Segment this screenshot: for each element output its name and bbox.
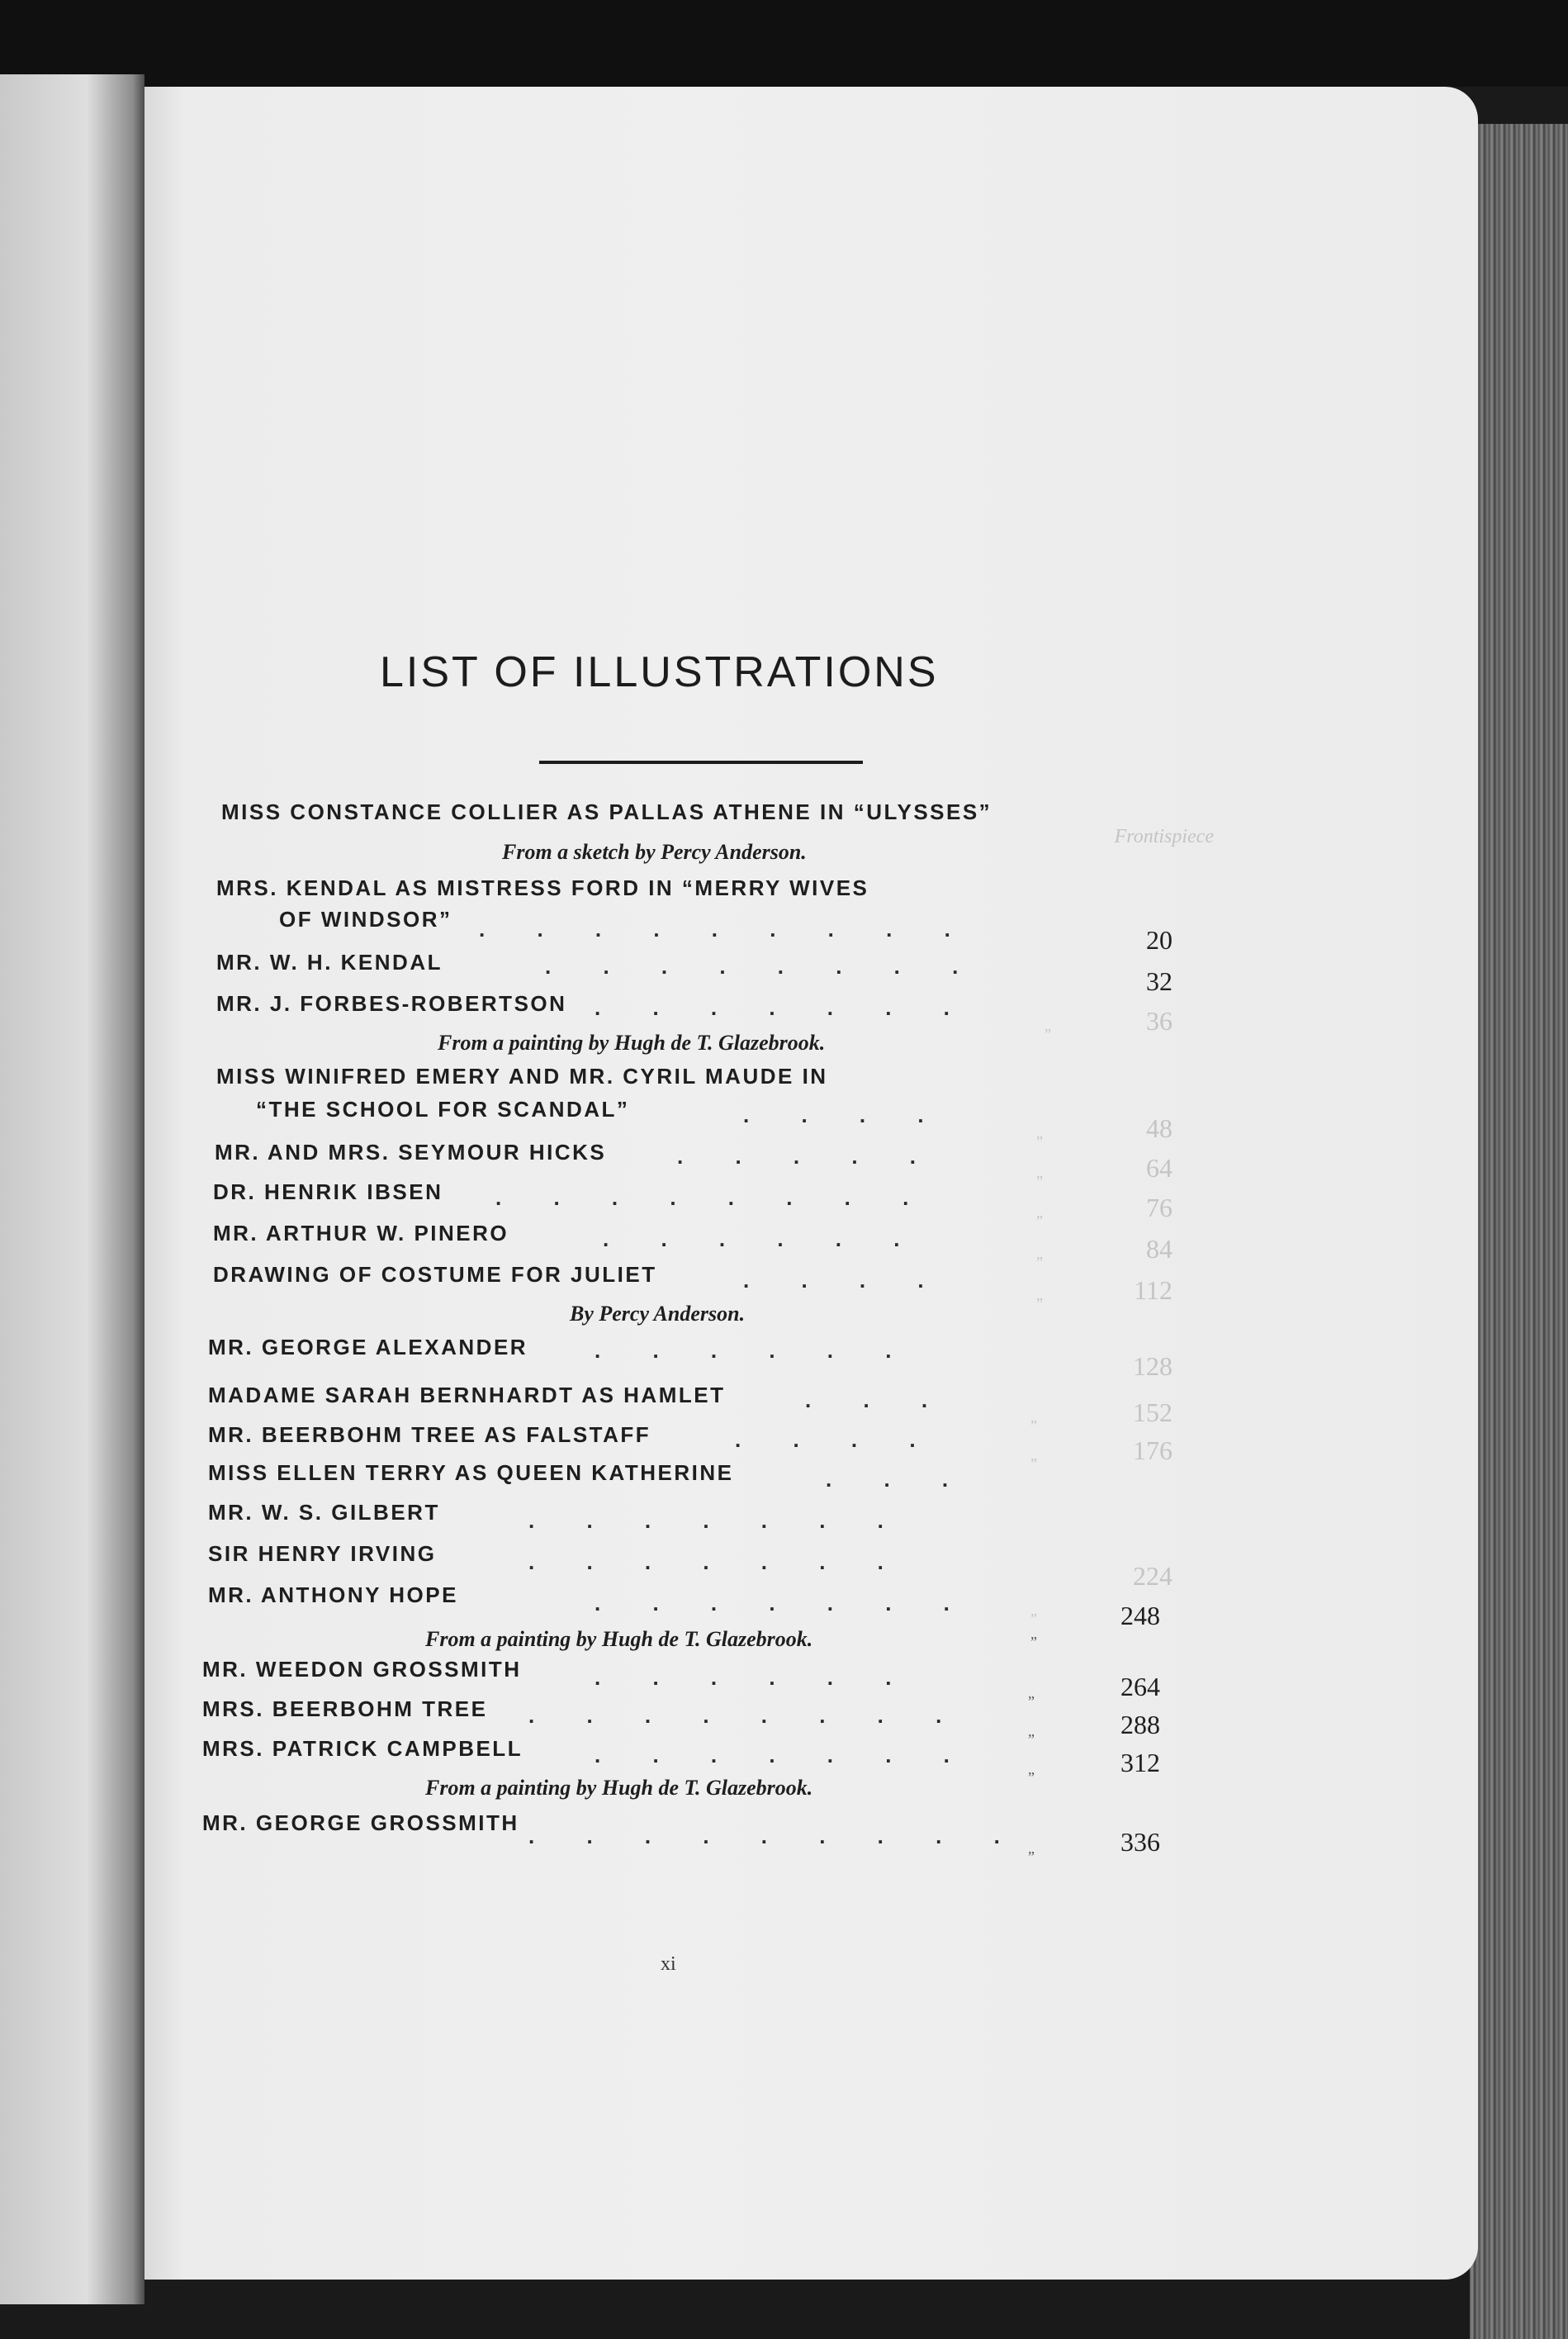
leader-dots: . . . . . [677, 1144, 940, 1169]
leader-dots: . . . . . . . [595, 1743, 973, 1767]
scan-background [0, 0, 1568, 87]
entry-page: 152 [1133, 1397, 1172, 1427]
ditto-mark: „ [1036, 1165, 1043, 1181]
entry-page: 20 [1146, 925, 1172, 955]
entry-title-continued: “THE SCHOOL FOR SCANDAL” [256, 1097, 630, 1122]
entry-title: MISS WINIFRED EMERY AND MR. CYRIL MAUDE IN [216, 1064, 828, 1089]
ditto-mark: „ [1030, 1625, 1037, 1642]
entry-title: MR. ARTHUR W. PINERO [213, 1221, 509, 1245]
leader-dots: . . . [805, 1388, 951, 1412]
leader-dots: . . . . . . . . . [479, 917, 973, 942]
entry-page: 76 [1146, 1193, 1172, 1222]
leader-dots: . . . . . . . . [528, 1703, 965, 1728]
entry-page: 312 [1120, 1748, 1160, 1777]
entry-title-continued: OF WINDSOR” [279, 907, 452, 932]
entry-credit: From a painting by Hugh de T. Glazebrook. [425, 1776, 813, 1800]
book-page-edges [1470, 124, 1568, 2339]
entry-page: 64 [1146, 1153, 1172, 1183]
entry-title: MR. W. S. GILBERT [208, 1500, 440, 1525]
leader-dots: . . . . . . [595, 1338, 915, 1363]
entry-title: MR. J. FORBES-ROBERTSON [216, 991, 567, 1016]
entry-title: MRS. KENDAL AS MISTRESS FORD IN “MERRY WIVES [216, 875, 869, 900]
entry-page: 32 [1146, 966, 1172, 996]
entry-title: MR. WEEDON GROSSMITH [202, 1657, 522, 1682]
entry-page: 48 [1146, 1113, 1172, 1143]
facing-page-edge [0, 74, 144, 2304]
entry-page: 288 [1120, 1710, 1160, 1739]
leader-dots: . . . . . . . [595, 1591, 973, 1615]
ditto-mark: „ [1036, 1245, 1043, 1262]
entry-title: MR. ANTHONY HOPE [208, 1582, 458, 1607]
ditto-mark: „ [1045, 1018, 1051, 1034]
leader-dots: . . . . . . [603, 1226, 923, 1251]
ditto-mark: „ [1028, 1840, 1035, 1857]
entry-page: 248 [1120, 1601, 1160, 1630]
entry-title: MR. W. H. KENDAL [216, 950, 443, 975]
entry-title: DR. HENRIK IBSEN [213, 1179, 443, 1204]
entry-title: MR. GEORGE GROSSMITH [202, 1810, 519, 1835]
ditto-mark: „ [1028, 1761, 1035, 1777]
leader-dots: . . . . [743, 1103, 947, 1127]
ditto-mark: „ [1030, 1409, 1037, 1426]
ditto-mark: „ [1030, 1447, 1037, 1464]
entry-page: 36 [1146, 1006, 1172, 1036]
entry-title: MRS. PATRICK CAMPBELL [202, 1736, 523, 1761]
entry-title: MRS. BEERBOHM TREE [202, 1696, 488, 1721]
ditto-mark: „ [1028, 1685, 1035, 1701]
entry-page: 84 [1146, 1234, 1172, 1264]
entry-credit: From a painting by Hugh de T. Glazebrook. [425, 1627, 813, 1651]
page-folio: xi [661, 1953, 676, 1975]
entry-page: 128 [1133, 1351, 1172, 1381]
leader-dots: . . . . . . . . [495, 1185, 932, 1210]
entry-title: MR. BEERBOHM TREE AS FALSTAFF [208, 1422, 651, 1447]
leader-dots: . . . . . . [595, 1665, 915, 1690]
ditto-mark: „ [1036, 1204, 1043, 1221]
entry-title: MISS CONSTANCE COLLIER AS PALLAS ATHENE IN “ULYSSES” [221, 799, 992, 824]
entry-title: MISS ELLEN TERRY AS QUEEN KATHERINE [208, 1460, 734, 1485]
leader-dots: . . . . . . . [528, 1508, 907, 1533]
leader-dots: . . . . . . . . [545, 954, 982, 979]
leader-dots: . . . . . . . . . [528, 1824, 1023, 1848]
leader-dots: . . . . . . . [595, 995, 973, 1020]
entry-credit: From a sketch by Percy Anderson. [502, 840, 807, 864]
entry-page: 176 [1133, 1435, 1172, 1465]
ditto-mark: „ [1036, 1287, 1043, 1303]
entry-credit: By Percy Anderson. [570, 1302, 746, 1326]
entry-title: MADAME SARAH BERNHARDT AS HAMLET [208, 1383, 726, 1407]
leader-dots: . . . . . . . [528, 1549, 907, 1574]
ditto-mark: „ [1030, 1602, 1037, 1619]
entry-page: 224 [1133, 1561, 1172, 1591]
title-rule [539, 761, 863, 764]
entry-credit: From a painting by Hugh de T. Glazebrook. [438, 1031, 826, 1055]
leader-dots: . . . . [735, 1427, 939, 1452]
leader-dots: . . . [826, 1467, 972, 1492]
leader-dots: . . . . [743, 1268, 947, 1293]
entry-page: Frontispiece [1114, 826, 1214, 847]
ditto-mark: „ [1028, 1723, 1035, 1739]
entry-title: MR. GEORGE ALEXANDER [208, 1335, 528, 1359]
entry-title: DRAWING OF COSTUME FOR JULIET [213, 1262, 657, 1287]
entry-page: 264 [1120, 1672, 1160, 1701]
entry-title: MR. AND MRS. SEYMOUR HICKS [215, 1140, 607, 1165]
ditto-mark: „ [1036, 1125, 1043, 1141]
entry-title: SIR HENRY IRVING [208, 1541, 437, 1566]
page-title: LIST OF ILLUSTRATIONS [380, 648, 939, 696]
entry-page: 336 [1120, 1827, 1160, 1857]
entry-page: 112 [1134, 1275, 1172, 1305]
